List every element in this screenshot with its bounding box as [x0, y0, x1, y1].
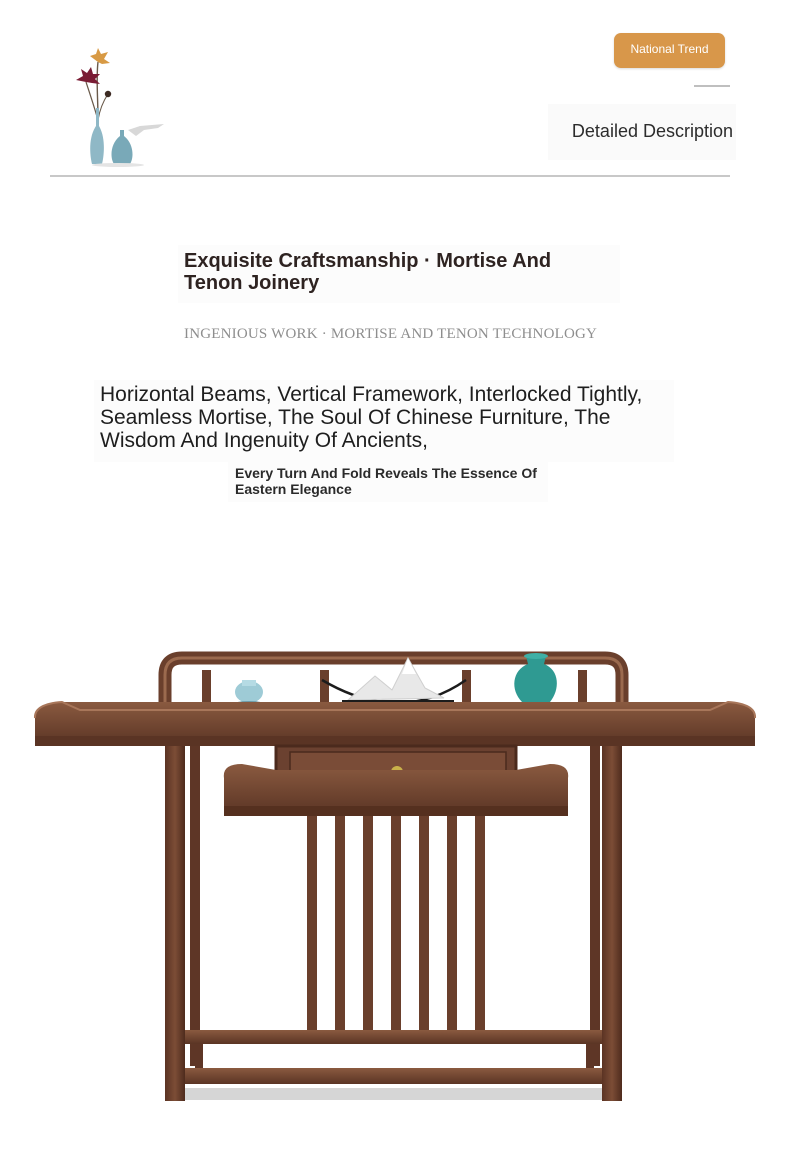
- header-divider: [50, 175, 730, 177]
- national-trend-badge: National Trend: [614, 33, 725, 68]
- body-text: Horizontal Beams, Vertical Framework, Interlocked Tightly, Seamless Mortise, The Soul Of Chinese Furniture, The Wisdom And Ingenuity Of Ancients,: [100, 383, 643, 452]
- section-subheading: INGENIOUS WORK · MORTISE AND TENON TECHNOLOGY: [184, 326, 598, 342]
- console-table-image: [30, 640, 760, 1110]
- short-divider: [694, 85, 730, 87]
- flower-vase-icon: [68, 48, 168, 168]
- section-heading: Exquisite Craftsmanship · Mortise And Tenon Joinery: [184, 250, 552, 294]
- section-label: Detailed Description: [548, 104, 736, 160]
- caption-text: Every Turn And Fold Reveals The Essence Of Eastern Elegance: [235, 465, 537, 497]
